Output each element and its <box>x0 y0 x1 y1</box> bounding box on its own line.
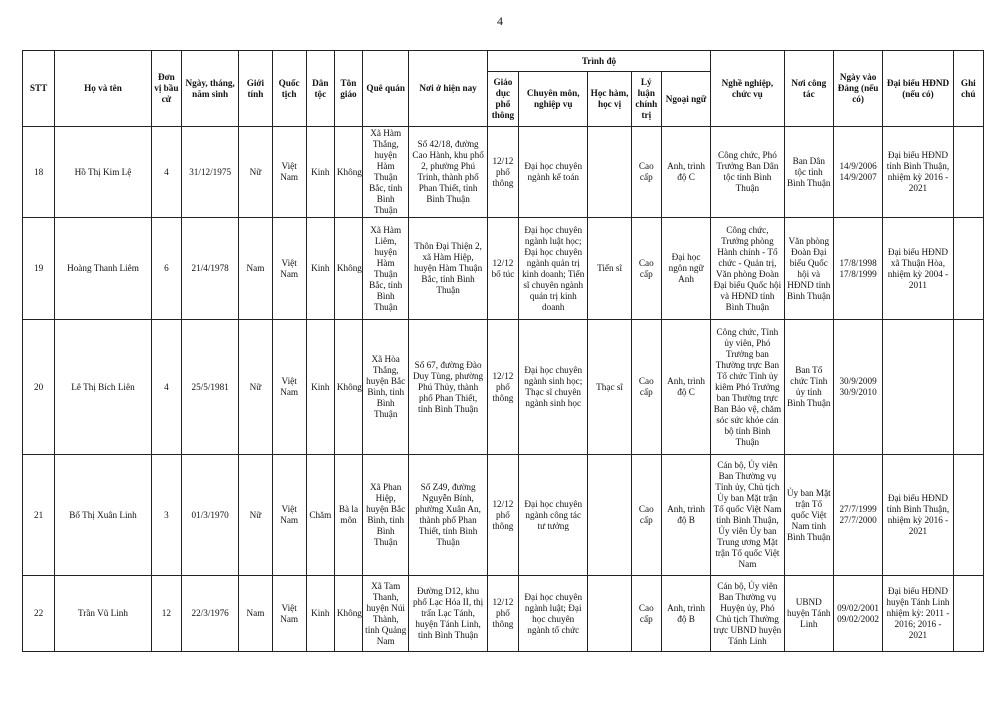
cell-religion: Không <box>334 320 362 455</box>
cell-ethnicity: Kinh <box>306 320 334 455</box>
col-political-theory: Lý luận chính trị <box>631 72 661 127</box>
cell-foreign-language: Anh, trình độ C <box>661 320 710 455</box>
cell-workplace: UBND huyện Tánh Linh <box>784 576 833 652</box>
col-gender: Giới tính <box>239 51 272 127</box>
col-hometown: Quê quán <box>363 51 409 127</box>
cell-note <box>953 127 983 218</box>
cell-religion: Bà la môn <box>334 455 362 576</box>
cell-dob: 22/3/1976 <box>181 576 238 652</box>
cell-ethnicity: Kinh <box>306 576 334 652</box>
cell-specialty: Đại học chuyên ngành công tác tư tưởng <box>519 455 588 576</box>
cell-gender: Nam <box>239 218 272 320</box>
cell-occupation: Công chức, Trưởng phòng Hành chính - Tổ chức - Quản trị, Văn phòng Đoàn Đại biểu Quốc hội và HĐND tỉnh Bình Thuận <box>711 218 784 320</box>
candidate-table <box>22 50 984 652</box>
cell-occupation: Công chức, Tỉnh ủy viên, Phó Trưởng ban Thường trực Ban Tổ chức Tỉnh ủy kiêm Phó Trưởng ban Thường trực Ban Bảo vệ, chăm sóc sức khỏe cán bộ tỉnh Bình Thuận <box>711 320 784 455</box>
col-stt: STT <box>23 51 55 127</box>
cell-workplace: Văn phòng Đoàn Đại biểu Quốc hội và HĐND tỉnh Bình Thuận <box>784 218 833 320</box>
cell-stt: 20 <box>23 320 55 455</box>
cell-religion: Không <box>334 218 362 320</box>
cell-occupation: Công chức, Phó Trưởng Ban Dân tộc tỉnh Bình Thuận <box>711 127 784 218</box>
cell-religion: Không <box>334 127 362 218</box>
cell-stt: 21 <box>23 455 55 576</box>
cell-foreign-language: Anh, trình độ B <box>661 455 710 576</box>
cell-occupation: Cán bộ, Ủy viên Ban Thường vụ Tỉnh ủy, Chủ tịch Ủy ban Mặt trận Tổ quốc Việt Nam tỉnh Bình Thuận, Ủy viên Ủy ban Trung ương Mặt trận Tổ quốc Việt Nam <box>711 455 784 576</box>
col-council-delegate: Đại biểu HĐND (nếu có) <box>883 51 953 127</box>
cell-religion: Không <box>334 576 362 652</box>
cell-political-theory: Cao cấp <box>631 320 661 455</box>
cell-name: Trần Vũ Linh <box>55 576 152 652</box>
cell-residence: Thôn Đại Thiện 2, xã Hàm Hiệp, huyện Hàm Thuận Bắc, tỉnh Bình Thuận <box>409 218 487 320</box>
cell-party-date: 30/9/2009 30/9/2010 <box>833 320 882 455</box>
cell-party-date: 14/9/2006 14/9/2007 <box>833 127 882 218</box>
cell-nationality: Việt Nam <box>272 127 306 218</box>
col-ethnicity: Dân tộc <box>306 51 334 127</box>
cell-general-edu: 12/12 phổ thông <box>487 320 518 455</box>
col-residence: Nơi ở hiện nay <box>409 51 487 127</box>
cell-political-theory: Cao cấp <box>631 218 661 320</box>
cell-council-delegate: Đại biểu HĐND tỉnh Bình Thuận, nhiệm kỳ 2016 - 2021 <box>883 127 953 218</box>
cell-stt: 22 <box>23 576 55 652</box>
col-foreign-language: Ngoại ngữ <box>661 72 710 127</box>
cell-ethnicity: Kinh <box>306 127 334 218</box>
cell-unit: 6 <box>151 218 181 320</box>
cell-gender: Nữ <box>239 455 272 576</box>
cell-stt: 18 <box>23 127 55 218</box>
table-row <box>23 576 984 652</box>
cell-hometown: Xã Tam Thanh, huyện Núi Thành, tỉnh Quảng Nam <box>363 576 409 652</box>
cell-academic-title <box>588 127 631 218</box>
cell-hometown: Xã Hòa Thắng, huyện Bắc Bình, tỉnh Bình Thuận <box>363 320 409 455</box>
cell-occupation: Cán bộ, Ủy viên Ban Thường vụ Huyện ủy, Phó Chủ tịch Thường trực UBND huyện Tánh Linh <box>711 576 784 652</box>
table-row <box>23 218 984 320</box>
cell-ethnicity: Kinh <box>306 218 334 320</box>
cell-unit: 4 <box>151 320 181 455</box>
cell-academic-title: Thạc sĩ <box>588 320 631 455</box>
cell-dob: 25/5/1981 <box>181 320 238 455</box>
col-unit: Đơn vị bầu cử <box>151 51 181 127</box>
cell-council-delegate: Đại biểu HĐND huyện Tánh Linh nhiệm kỳ: 2011 - 2016; 2016 - 2021 <box>883 576 953 652</box>
cell-council-delegate <box>883 320 953 455</box>
cell-name: Hoàng Thanh Liêm <box>55 218 152 320</box>
cell-unit: 4 <box>151 127 181 218</box>
cell-gender: Nữ <box>239 320 272 455</box>
cell-hometown: Xã Hàm Liêm, huyện Hàm Thuận Bắc, tỉnh Bình Thuận <box>363 218 409 320</box>
cell-hometown: Xã Hàm Thắng, huyện Hàm Thuận Bắc, tỉnh Bình Thuận <box>363 127 409 218</box>
cell-foreign-language: Đại học ngôn ngữ Anh <box>661 218 710 320</box>
cell-note <box>953 576 983 652</box>
cell-stt: 19 <box>23 218 55 320</box>
cell-note <box>953 320 983 455</box>
cell-political-theory: Cao cấp <box>631 576 661 652</box>
cell-workplace: Ban Tổ chức Tỉnh ủy tỉnh Bình Thuận <box>784 320 833 455</box>
col-general-edu: Giáo dục phổ thông <box>487 72 518 127</box>
cell-residence: Số 67, đường Đào Duy Tùng, phường Phú Thủy, thành phố Phan Thiết, tỉnh Bình Thuận <box>409 320 487 455</box>
cell-hometown: Xã Phan Hiệp, huyện Bắc Bình, tỉnh Bình Thuận <box>363 455 409 576</box>
col-specialty: Chuyên môn, nghiệp vụ <box>519 72 588 127</box>
cell-general-edu: 12/12 phổ thông <box>487 127 518 218</box>
cell-residence: Số 42/18, đường Cao Hành, khu phố 2, phường Phú Trinh, thành phố Phan Thiết, tỉnh Bình Thuận <box>409 127 487 218</box>
cell-specialty: Đại học chuyên ngành sinh học; Thạc sĩ chuyên ngành sinh học <box>519 320 588 455</box>
cell-political-theory: Cao cấp <box>631 455 661 576</box>
col-academic-title: Học hàm, học vị <box>588 72 631 127</box>
cell-nationality: Việt Nam <box>272 576 306 652</box>
cell-nationality: Việt Nam <box>272 455 306 576</box>
col-nationality: Quốc tịch <box>272 51 306 127</box>
table-row <box>23 127 984 218</box>
cell-foreign-language: Anh, trình độ C <box>661 127 710 218</box>
header-row-top <box>23 51 984 72</box>
cell-foreign-language: Anh, trình độ B <box>661 576 710 652</box>
cell-unit: 3 <box>151 455 181 576</box>
cell-general-edu: 12/12 phổ thông <box>487 455 518 576</box>
cell-ethnicity: Chăm <box>306 455 334 576</box>
cell-party-date: 27/7/1999 27/7/2000 <box>833 455 882 576</box>
col-occupation: Nghề nghiệp, chức vụ <box>711 51 784 127</box>
cell-academic-title <box>588 576 631 652</box>
cell-gender: Nữ <box>239 127 272 218</box>
cell-academic-title: Tiến sĩ <box>588 218 631 320</box>
cell-party-date: 17/8/1998 17/8/1999 <box>833 218 882 320</box>
col-religion: Tôn giáo <box>334 51 362 127</box>
table-row <box>23 455 984 576</box>
cell-dob: 21/4/1978 <box>181 218 238 320</box>
cell-gender: Nam <box>239 576 272 652</box>
cell-council-delegate: Đại biểu HĐND xã Thuận Hòa, nhiệm kỳ 2004 - 2011 <box>883 218 953 320</box>
cell-specialty: Đại học chuyên ngành luật học; Đại học chuyên ngành quản trị kinh doanh; Tiến sĩ chuyên ngành quản trị kinh doanh <box>519 218 588 320</box>
cell-residence: Số Z49, đường Nguyễn Bính, phường Xuân An, thành phố Phan Thiết, tỉnh Bình Thuận <box>409 455 487 576</box>
cell-party-date: 09/02/2001 09/02/2002 <box>833 576 882 652</box>
page-number: 4 <box>497 14 503 28</box>
cell-specialty: Đại học chuyên ngành luật; Đại học chuyên ngành tổ chức <box>519 576 588 652</box>
table-row <box>23 320 984 455</box>
cell-workplace: Ủy ban Mặt trận Tổ quốc Việt Nam tỉnh Bình Thuận <box>784 455 833 576</box>
cell-nationality: Việt Nam <box>272 218 306 320</box>
col-name: Họ và tên <box>55 51 152 127</box>
cell-residence: Đường D12, khu phố Lạc Hóa II, thị trấn Lạc Tánh, huyện Tánh Linh, tỉnh Bình Thuận <box>409 576 487 652</box>
cell-name: Hồ Thị Kim Lệ <box>55 127 152 218</box>
cell-nationality: Việt Nam <box>272 320 306 455</box>
cell-political-theory: Cao cấp <box>631 127 661 218</box>
cell-dob: 31/12/1975 <box>181 127 238 218</box>
cell-note <box>953 218 983 320</box>
cell-name: Bố Thị Xuân Linh <box>55 455 152 576</box>
col-dob: Ngày, tháng, năm sinh <box>181 51 238 127</box>
cell-academic-title <box>588 455 631 576</box>
cell-general-edu: 12/12 phổ thông <box>487 576 518 652</box>
cell-general-edu: 12/12 bổ túc <box>487 218 518 320</box>
cell-workplace: Ban Dân tộc tỉnh Bình Thuận <box>784 127 833 218</box>
col-note: Ghi chú <box>953 51 983 127</box>
cell-unit: 12 <box>151 576 181 652</box>
cell-specialty: Đại học chuyên ngành kế toán <box>519 127 588 218</box>
cell-note <box>953 455 983 576</box>
col-education-group: Trình độ <box>487 51 710 72</box>
cell-dob: 01/3/1970 <box>181 455 238 576</box>
col-party-date: Ngày vào Đảng (nếu có) <box>833 51 882 127</box>
col-workplace: Nơi công tác <box>784 51 833 127</box>
cell-name: Lê Thị Bích Liên <box>55 320 152 455</box>
cell-council-delegate: Đại biểu HĐND tỉnh Bình Thuận, nhiệm kỳ 2016 - 2021 <box>883 455 953 576</box>
